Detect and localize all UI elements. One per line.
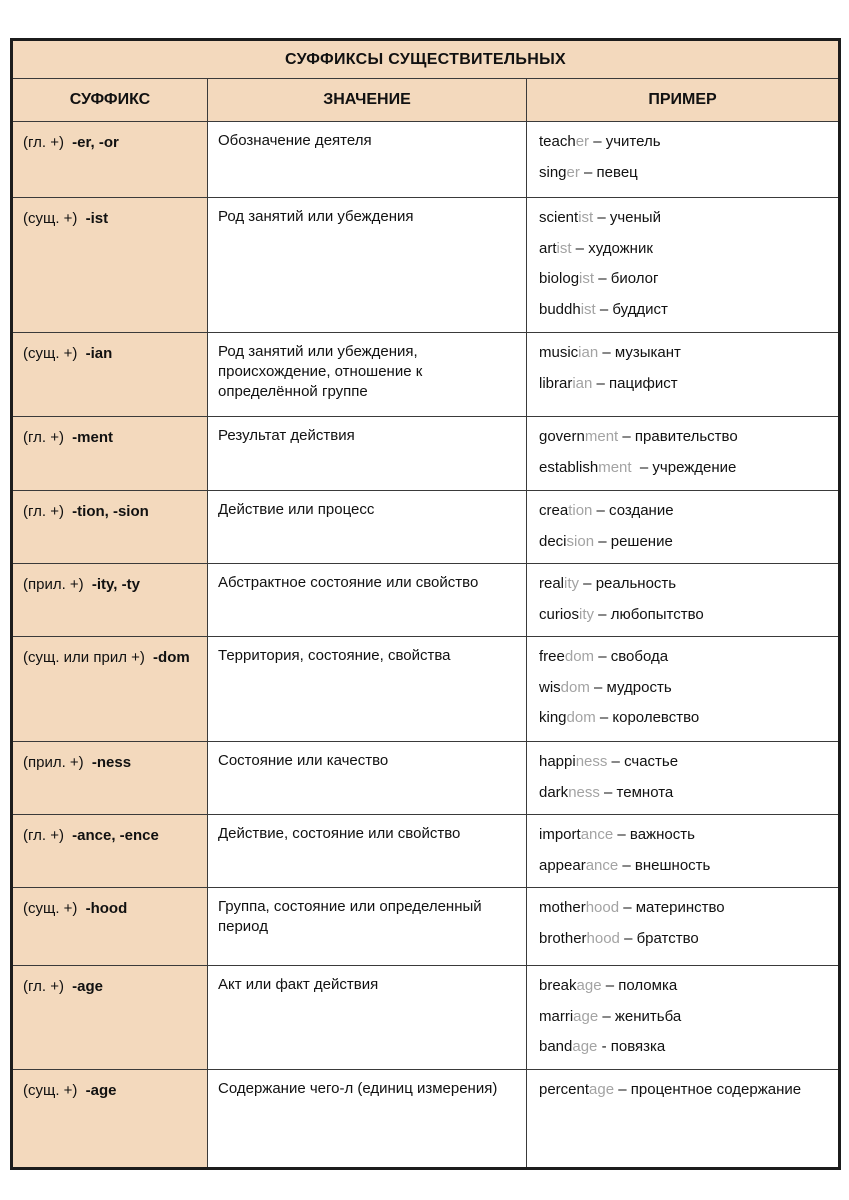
example-word-stem: happi bbox=[539, 753, 576, 770]
example-word-suffix: er bbox=[575, 133, 590, 150]
example-cell bbox=[527, 122, 840, 198]
meaning-cell: Акт или факт действия bbox=[208, 966, 527, 1070]
example-word-stem: librar bbox=[539, 374, 573, 392]
example-line bbox=[539, 747, 830, 778]
suffix-label: -dom bbox=[153, 649, 190, 666]
example-line bbox=[539, 778, 830, 809]
example-word-suffix: dom bbox=[564, 648, 595, 665]
example-translation: - повязка bbox=[597, 1038, 666, 1055]
suffix-label: -er, -or bbox=[72, 134, 119, 151]
example-cell bbox=[527, 417, 840, 491]
example-translation: – создание bbox=[592, 502, 674, 519]
example-word-stem: wis bbox=[539, 678, 561, 696]
example-word-suffix: ment bbox=[598, 458, 632, 476]
column-header-meaning: ЗНАЧЕНИЕ bbox=[208, 79, 527, 122]
suffix-label: -hood bbox=[85, 900, 128, 917]
example-translation: – поломка bbox=[601, 977, 678, 994]
example-word-suffix: tion bbox=[568, 502, 593, 519]
example-word-suffix: age bbox=[573, 1007, 599, 1025]
example-word-suffix: dom bbox=[560, 678, 590, 696]
example-line bbox=[539, 234, 830, 265]
example-word-stem: percent bbox=[539, 1080, 590, 1098]
example-word-stem: real bbox=[539, 575, 565, 592]
example-word-suffix: ance bbox=[585, 856, 619, 874]
column-header-row bbox=[12, 79, 840, 122]
suffix-cell bbox=[12, 1069, 208, 1168]
suffix-cell bbox=[12, 742, 208, 815]
example-word-suffix: hood bbox=[585, 899, 620, 916]
table-row bbox=[12, 966, 840, 1070]
suffix-label: -tion, -sion bbox=[72, 503, 149, 520]
example-line bbox=[539, 527, 830, 558]
suffix-base: (сущ. +) bbox=[23, 900, 78, 917]
suffix-label: -ist bbox=[85, 210, 109, 227]
example-cell bbox=[527, 1069, 840, 1168]
example-translation: – материнство bbox=[619, 899, 725, 916]
example-line bbox=[539, 158, 830, 189]
suffix-base: (сущ. +) bbox=[23, 1081, 78, 1099]
example-word-suffix: dom bbox=[566, 709, 596, 726]
suffix-label: -ment bbox=[72, 429, 113, 446]
suffix-cell bbox=[12, 637, 208, 742]
example-word-suffix: ity bbox=[579, 605, 595, 623]
example-word-stem: mother bbox=[539, 899, 586, 916]
example-word-stem: curios bbox=[539, 605, 580, 623]
example-translation: – учитель bbox=[589, 133, 661, 150]
example-word-stem: scient bbox=[539, 209, 579, 226]
example-word-stem: dark bbox=[539, 783, 569, 801]
meaning-cell: Результат действия bbox=[208, 417, 527, 491]
example-translation: – пацифист bbox=[592, 374, 678, 392]
example-word-stem: buddh bbox=[539, 300, 581, 318]
example-word-suffix: hood bbox=[586, 929, 620, 947]
meaning-cell: Содержание чего-л (единиц измерения) bbox=[208, 1069, 527, 1168]
table-row bbox=[12, 888, 840, 966]
suffix-cell bbox=[12, 888, 208, 966]
example-word-suffix: ian bbox=[578, 344, 599, 361]
table-row bbox=[12, 198, 840, 333]
suffix-label: -age bbox=[72, 978, 103, 995]
column-header-suffix: СУФФИКС bbox=[12, 79, 208, 122]
example-line bbox=[539, 264, 830, 295]
example-cell bbox=[527, 198, 840, 333]
table-body bbox=[12, 122, 840, 1169]
example-word-stem: art bbox=[539, 239, 557, 257]
example-word-stem: import bbox=[539, 826, 581, 843]
example-line bbox=[539, 600, 830, 631]
example-cell bbox=[527, 742, 840, 815]
example-translation: – братство bbox=[619, 929, 699, 947]
worksheet-page bbox=[10, 38, 841, 1170]
example-word-stem: king bbox=[539, 709, 567, 726]
example-line bbox=[539, 673, 830, 704]
suffix-base: (гл. +) bbox=[23, 503, 64, 520]
example-word-suffix: sion bbox=[566, 532, 595, 550]
example-word-stem: marri bbox=[539, 1007, 574, 1025]
example-translation: – процентное содержание bbox=[614, 1080, 802, 1098]
meaning-cell: Род занятий или убеждения bbox=[208, 198, 527, 333]
table-row bbox=[12, 333, 840, 417]
table-row bbox=[12, 564, 840, 637]
example-cell bbox=[527, 491, 840, 564]
example-translation: – реальность bbox=[579, 575, 677, 592]
example-translation: – художник bbox=[571, 239, 653, 257]
example-word-stem: brother bbox=[539, 929, 587, 947]
table-title-row bbox=[12, 40, 840, 79]
example-translation: – решение bbox=[594, 532, 673, 550]
example-word-suffix: age bbox=[576, 977, 602, 994]
suffix-base: (гл. +) bbox=[23, 827, 64, 844]
suffix-cell bbox=[12, 815, 208, 888]
example-line bbox=[539, 703, 830, 734]
example-word-suffix: ian bbox=[572, 374, 593, 392]
example-word-suffix: ance bbox=[580, 826, 614, 843]
example-word-suffix: ist bbox=[579, 270, 595, 287]
suffix-cell bbox=[12, 198, 208, 333]
example-word-suffix: ment bbox=[584, 428, 619, 445]
meaning-cell: Абстрактное состояние или свойство bbox=[208, 564, 527, 637]
suffix-base: (гл. +) bbox=[23, 978, 64, 995]
example-translation: – важность bbox=[613, 826, 695, 843]
example-line bbox=[539, 203, 830, 234]
example-cell bbox=[527, 966, 840, 1070]
example-word-stem: free bbox=[539, 648, 565, 665]
example-word-suffix: age bbox=[589, 1080, 615, 1098]
meaning-cell: Род занятий или убеждения, происхождение, отношение к определённой группе bbox=[208, 333, 527, 417]
example-line bbox=[539, 1075, 830, 1106]
table-row bbox=[12, 1069, 840, 1168]
table-row bbox=[12, 417, 840, 491]
column-header-example: ПРИМЕР bbox=[527, 79, 840, 122]
suffix-base: (сущ. +) bbox=[23, 210, 78, 227]
example-word-stem: break bbox=[539, 977, 577, 994]
example-word-stem: music bbox=[539, 344, 579, 361]
example-cell bbox=[527, 888, 840, 966]
suffix-base: (прил. +) bbox=[23, 754, 84, 771]
suffix-cell bbox=[12, 122, 208, 198]
meaning-cell: Действие, состояние или свойство bbox=[208, 815, 527, 888]
example-word-suffix: ity bbox=[564, 575, 580, 592]
meaning-cell: Состояние или качество bbox=[208, 742, 527, 815]
example-line bbox=[539, 893, 830, 924]
example-translation: – свобода bbox=[594, 648, 669, 665]
suffix-base: (гл. +) bbox=[23, 134, 64, 151]
example-word-suffix: ist bbox=[580, 300, 596, 318]
example-line bbox=[539, 820, 830, 851]
example-line bbox=[539, 1032, 830, 1063]
suffix-label: -ian bbox=[85, 345, 113, 362]
example-line bbox=[539, 127, 830, 158]
suffix-cell bbox=[12, 491, 208, 564]
example-line bbox=[539, 642, 830, 673]
example-translation: – любопытство bbox=[594, 605, 704, 623]
example-translation: – внешность bbox=[618, 856, 711, 874]
example-cell bbox=[527, 815, 840, 888]
suffix-cell bbox=[12, 333, 208, 417]
example-line bbox=[539, 338, 830, 369]
example-translation: – королевство bbox=[595, 709, 700, 726]
example-translation: – женитьба bbox=[598, 1007, 682, 1025]
suffix-cell bbox=[12, 564, 208, 637]
example-word-stem: establish bbox=[539, 458, 599, 476]
table-row bbox=[12, 122, 840, 198]
example-line bbox=[539, 569, 830, 600]
example-translation: – буддист bbox=[595, 300, 668, 318]
meaning-cell: Территория, состояние, свойства bbox=[208, 637, 527, 742]
suffix-base: (сущ. +) bbox=[23, 345, 78, 362]
example-line bbox=[539, 369, 830, 400]
table-row bbox=[12, 637, 840, 742]
example-word-stem: crea bbox=[539, 502, 569, 519]
suffix-base: (прил. +) bbox=[23, 576, 84, 593]
example-line bbox=[539, 295, 830, 326]
example-translation: – темнота bbox=[599, 783, 674, 801]
noun-suffix-table bbox=[10, 38, 841, 1170]
example-line bbox=[539, 851, 830, 882]
example-translation: – биолог bbox=[594, 270, 659, 287]
example-line bbox=[539, 1002, 830, 1033]
example-word-stem: band bbox=[539, 1038, 573, 1055]
example-translation: – мудрость bbox=[589, 678, 672, 696]
example-translation: – правительство bbox=[618, 428, 738, 445]
table-row bbox=[12, 815, 840, 888]
example-line bbox=[539, 924, 830, 955]
example-line bbox=[539, 422, 830, 453]
meaning-cell: Группа, состояние или определенный период bbox=[208, 888, 527, 966]
suffix-label: -ity, -ty bbox=[91, 576, 140, 593]
table-row bbox=[12, 742, 840, 815]
suffix-base: (сущ. или прил +) bbox=[23, 649, 145, 666]
suffix-label: -ance, -ence bbox=[72, 827, 159, 844]
example-word-suffix: er bbox=[566, 163, 580, 181]
meaning-cell: Обозначение деятеля bbox=[208, 122, 527, 198]
example-word-suffix: ist bbox=[556, 239, 572, 257]
example-word-stem: appear bbox=[539, 856, 586, 874]
example-line bbox=[539, 496, 830, 527]
example-word-suffix: age bbox=[572, 1038, 598, 1055]
table-title: СУФФИКСЫ СУЩЕСТВИТЕЛЬНЫХ bbox=[12, 40, 840, 79]
table-row bbox=[12, 491, 840, 564]
suffix-base: (гл. +) bbox=[23, 429, 64, 446]
example-translation: – учреждение bbox=[631, 458, 737, 476]
example-word-suffix: ness bbox=[575, 753, 608, 770]
suffix-label: -age bbox=[85, 1081, 117, 1099]
example-cell bbox=[527, 333, 840, 417]
example-line bbox=[539, 971, 830, 1002]
example-word-stem: sing bbox=[539, 163, 567, 181]
suffix-cell bbox=[12, 966, 208, 1070]
example-translation: – счастье bbox=[607, 753, 679, 770]
meaning-cell: Действие или процесс bbox=[208, 491, 527, 564]
example-translation: – певец bbox=[579, 163, 638, 181]
example-translation: – музыкант bbox=[598, 344, 681, 361]
suffix-cell bbox=[12, 417, 208, 491]
example-translation: – ученый bbox=[593, 209, 661, 226]
example-cell bbox=[527, 637, 840, 742]
example-word-stem: teach bbox=[539, 133, 576, 150]
example-word-suffix: ness bbox=[568, 783, 600, 801]
example-word-suffix: ist bbox=[578, 209, 594, 226]
example-line bbox=[539, 453, 830, 484]
example-cell bbox=[527, 564, 840, 637]
suffix-label: -ness bbox=[91, 754, 132, 771]
example-word-stem: deci bbox=[539, 532, 567, 550]
example-word-stem: govern bbox=[539, 428, 585, 445]
example-word-stem: biolog bbox=[539, 270, 580, 287]
